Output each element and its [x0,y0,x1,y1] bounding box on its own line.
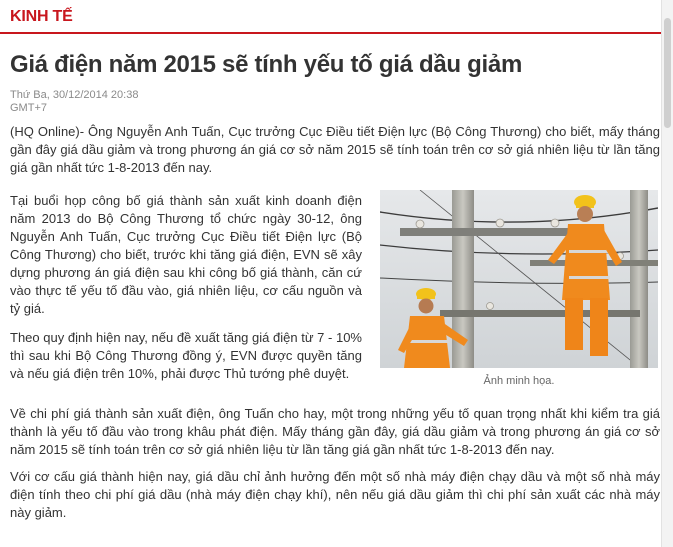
vertical-scrollbar[interactable] [661,0,673,547]
article-figure [380,190,658,388]
article-paragraph: Tại buổi họp công bố giá thành sản xuất kinh doanh điện năm 2013 do Bộ Công Thương tổ chức ngày 30-12, ông Nguyễn Anh Tuấn, Cục trưởng Cục Điều tiết Điện lực (Bộ Công Thương) cho biết, trước khi tăng giá điện, EVN sẽ xây dựng phương án giá điện sau khi công bố giá thành, căn cứ vào thực tế yếu tố đầu vào, giá nhiên liệu, cơ cấu nguồn và tỷ giá. [10,193,362,316]
photo-caption: Ảnh minh họa. [483,375,555,387]
article-lead: (HQ Online)- Ông Nguyễn Anh Tuấn, Cục trưởng Cục Điều tiết Điện lực (Bộ Công Thương) cho biết, mấy tháng gần đây giá dầu giảm và trong phương án giá cơ sở năm 2015 sẽ tính toán trên cơ sở giá nhiên liệu từ lần tăng giá gần nhất tức 1-8-2013 đến nay. [10,124,660,175]
article-paragraph: Với cơ cấu giá thành hiện nay, giá dầu chỉ ảnh hưởng đến một số nhà máy điện chạy dầu và một số nhà máy điện tính theo chi phí giá dầu (nhà máy điện chạy khí), nên nếu giá dầu giảm thì chi phí sản xuất các nhà máy này giảm. [10,469,660,520]
scrollbar-thumb[interactable] [664,18,671,128]
article-date: Thứ Ba, 30/12/2014 20:38 GMT+7 [10,89,139,114]
article-body-top [10,192,362,394]
article-paragraph: Về chi phí giá thành sản xuất điện, ông Tuấn cho hay, một trong những yếu tố quan trọng nhất khi kiểm tra giá thành là yếu tố đầu vào trong khâu phát điện. Mấy tháng gần đây, giá dầu giảm và trong phương án giá cơ sở năm 2015 sẽ tính toán trên cơ sở giá nhiên liệu từ lần tăng giá gần nhất tức 1-8-2013 đến nay. [10,406,660,457]
section-header [0,0,661,34]
article-body-bottom [10,405,660,531]
article-paragraph: Theo quy định hiện nay, nếu đề xuất tăng giá điện từ 7 - 10% thì sau khi Bộ Công Thương đồng ý, EVN được quyền tăng và nếu giá điện trên 10%, phải được Thủ tướng phê duyệt. [10,330,362,381]
article-photo[interactable] [380,190,658,368]
article-title: Giá điện năm 2015 sẽ tính yếu tố giá dầu giảm [10,51,522,78]
section-label[interactable]: KINH TẾ [10,8,73,25]
